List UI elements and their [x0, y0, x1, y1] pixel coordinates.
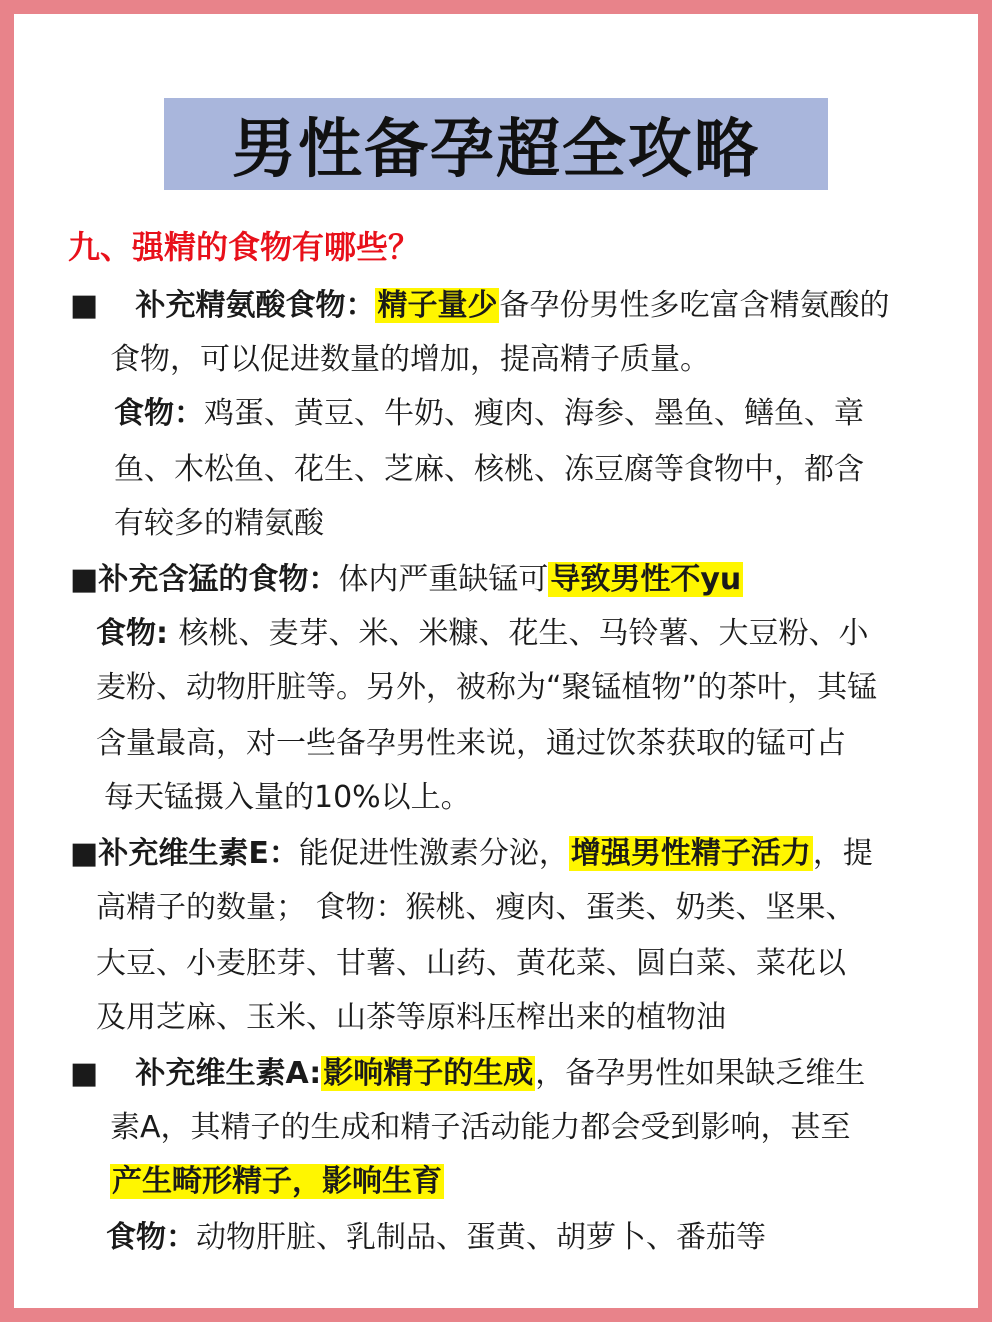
item-4-label: 补充维生素A:	[135, 1056, 322, 1091]
item-3-highlight: 增强男性精子活力	[570, 836, 811, 871]
item-2-line-1	[70, 560, 743, 600]
item-4-line-1	[70, 1054, 865, 1094]
bullet-icon: ■	[70, 562, 99, 597]
item-2-highlight: 导致男性不yu	[550, 562, 742, 597]
item-1-foods-text-1: 鸡蛋、黄豆、牛奶、瘦肉、海参、墨鱼、鳝鱼、章	[204, 396, 864, 431]
page-title: 男性备孕超全攻略	[232, 113, 760, 187]
item-2-foods-line-4: 每天锰摄入量的10%以上。	[104, 780, 471, 815]
item-1-text: 备孕份男性多吃富含精氨酸的	[499, 288, 890, 323]
item-4-foods-line-1	[106, 1218, 766, 1258]
item-3-label: 补充维生素E：	[98, 836, 299, 871]
item-1-line-1	[70, 286, 889, 326]
item-2-foods-line-1	[96, 614, 868, 654]
item-4-text: ，备孕男性如果缺乏维生	[535, 1056, 866, 1091]
item-3-line-3: 大豆、小麦胚芽、甘薯、山药、黄花菜、圆白菜、菜花以	[96, 946, 846, 981]
item-2-foods-text-1: 核桃、麦芽、米、米糠、花生、马铃薯、大豆粉、小	[178, 616, 869, 651]
item-3-text-before: 能促进性激素分泌，	[298, 836, 569, 871]
item-4-highlight-2: 产生畸形精子，影响生育	[112, 1164, 442, 1199]
item-1-foods-label: 食物：	[114, 396, 204, 431]
item-3-text-after: ，提	[812, 836, 873, 871]
item-2-foods-line-2: 麦粉、动物肝脏等。另外，被称为“聚锰植物”的茶叶，其锰	[96, 670, 878, 705]
item-1-foods-line-1	[114, 394, 864, 434]
item-1-label: 补充精氨酸食物：	[135, 288, 376, 323]
page-card	[14, 14, 978, 1308]
item-2-foods-line-3: 含量最高，对一些备孕男性来说，通过饮茶获取的锰可占	[96, 726, 846, 761]
item-1-foods-line-2: 鱼、木松鱼、花生、芝麻、核桃、冻豆腐等食物中，都含	[114, 452, 864, 487]
item-3-line-4: 及用芝麻、玉米、山茶等原料压榨出来的植物油	[96, 1000, 726, 1035]
section-heading: 九、强精的食物有哪些？	[68, 228, 421, 266]
item-2-foods-label: 食物:	[96, 616, 179, 651]
item-2-text: 体内严重缺锰可	[338, 562, 549, 597]
item-1-line-2: 食物，可以促进数量的增加，提高精子质量。	[110, 342, 710, 377]
item-4-foods-label: 食物：	[106, 1220, 196, 1255]
bullet-icon: ■	[70, 836, 99, 871]
bullet-icon: ■	[70, 288, 99, 323]
item-4-line-3	[110, 1162, 444, 1202]
item-1-foods-line-3: 有较多的精氨酸	[114, 506, 324, 541]
item-4-highlight: 影响精子的生成	[323, 1056, 534, 1091]
item-2-label: 补充含猛的食物：	[98, 562, 339, 597]
item-4-foods-text-1: 动物肝脏、乳制品、蛋黄、胡萝卜、番茄等	[196, 1220, 766, 1255]
item-3-line-1	[70, 834, 873, 874]
item-4-line-2: 素A，其精子的生成和精子活动能力都会受到影响，甚至	[110, 1110, 851, 1145]
bullet-icon: ■	[70, 1056, 99, 1091]
title-banner	[164, 98, 828, 190]
item-3-line-2: 高精子的数量； 食物：猴桃、瘦肉、蛋类、奶类、坚果、	[96, 890, 856, 925]
item-1-highlight: 精子量少	[377, 288, 498, 323]
